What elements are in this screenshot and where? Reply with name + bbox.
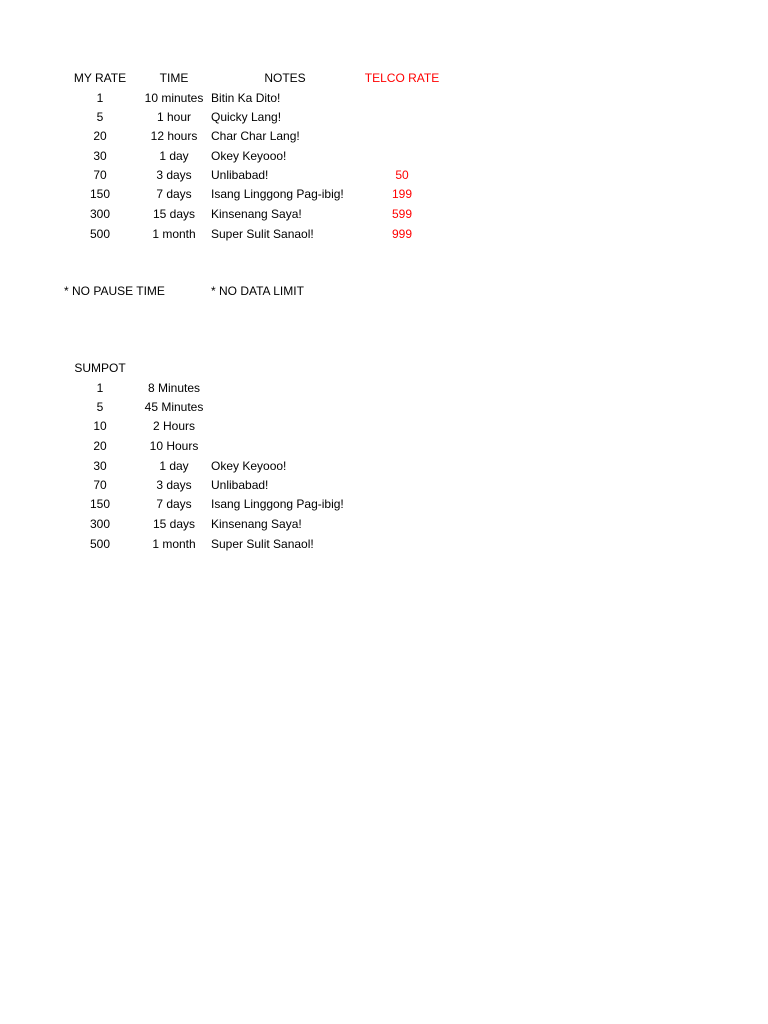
time-cell: 15 days [152, 517, 196, 531]
time-cell: 15 days [152, 207, 196, 221]
time-cell: 10 Hours [149, 439, 199, 453]
time-cell: 7 days [156, 187, 192, 201]
telco-rate-cell: 599 [391, 207, 413, 221]
time-cell: 2 Hours [152, 419, 196, 433]
header-telco-rate: TELCO RATE [364, 71, 440, 85]
notes-cell: Okey Keyooo! [211, 459, 287, 473]
sumpot-title: SUMPOT [74, 361, 126, 375]
rate-cell: 1 [96, 381, 104, 395]
notes-cell: Char Char Lang! [211, 129, 300, 143]
time-cell: 1 month [152, 537, 196, 551]
rate-cell: 150 [89, 187, 111, 201]
time-cell: 1 day [159, 149, 189, 163]
time-cell: 3 days [156, 168, 192, 182]
rate-cell: 20 [93, 439, 107, 453]
rate-cell: 10 [93, 419, 107, 433]
rate-cell: 300 [89, 207, 111, 221]
rate-cell: 500 [89, 537, 111, 551]
notes-cell: Super Sulit Sanaol! [211, 537, 314, 551]
notes-cell: Unlibabad! [211, 168, 269, 182]
rate-cell: 5 [96, 110, 104, 124]
notes-cell: Quicky Lang! [211, 110, 282, 124]
time-cell: 1 hour [156, 110, 192, 124]
time-cell: 1 day [159, 459, 189, 473]
rate-cell: 150 [89, 497, 111, 511]
time-cell: 8 Minutes [147, 381, 201, 395]
notes-cell: Bitin Ka Dito! [211, 91, 281, 105]
rate-cell: 30 [93, 459, 107, 473]
header-notes: NOTES [264, 71, 306, 85]
header-time: TIME [159, 71, 189, 85]
time-cell: 12 hours [150, 129, 198, 143]
footnote-no-data-limit: * NO DATA LIMIT [211, 284, 304, 298]
notes-cell: Okey Keyooo! [211, 149, 287, 163]
notes-cell: Kinsenang Saya! [211, 517, 302, 531]
telco-rate-cell: 199 [391, 187, 413, 201]
time-cell: 3 days [156, 478, 192, 492]
rate-cell: 70 [93, 168, 107, 182]
notes-cell: Isang Linggong Pag-ibig! [211, 187, 344, 201]
notes-cell: Super Sulit Sanaol! [211, 227, 314, 241]
rate-cell: 70 [93, 478, 107, 492]
time-cell: 10 minutes [144, 91, 204, 105]
telco-rate-cell: 999 [391, 227, 413, 241]
rate-cell: 300 [89, 517, 111, 531]
telco-rate-cell: 50 [395, 168, 409, 182]
footnote-no-pause-time: * NO PAUSE TIME [64, 284, 165, 298]
rate-cell: 20 [93, 129, 107, 143]
notes-cell: Kinsenang Saya! [211, 207, 302, 221]
notes-cell: Unlibabad! [211, 478, 269, 492]
rate-cell: 5 [96, 400, 104, 414]
rate-cell: 500 [89, 227, 111, 241]
time-cell: 45 Minutes [144, 400, 204, 414]
notes-cell: Isang Linggong Pag-ibig! [211, 497, 344, 511]
time-cell: 1 month [152, 227, 196, 241]
rate-cell: 30 [93, 149, 107, 163]
header-my-rate: MY RATE [73, 71, 127, 85]
rate-cell: 1 [96, 91, 104, 105]
time-cell: 7 days [156, 497, 192, 511]
